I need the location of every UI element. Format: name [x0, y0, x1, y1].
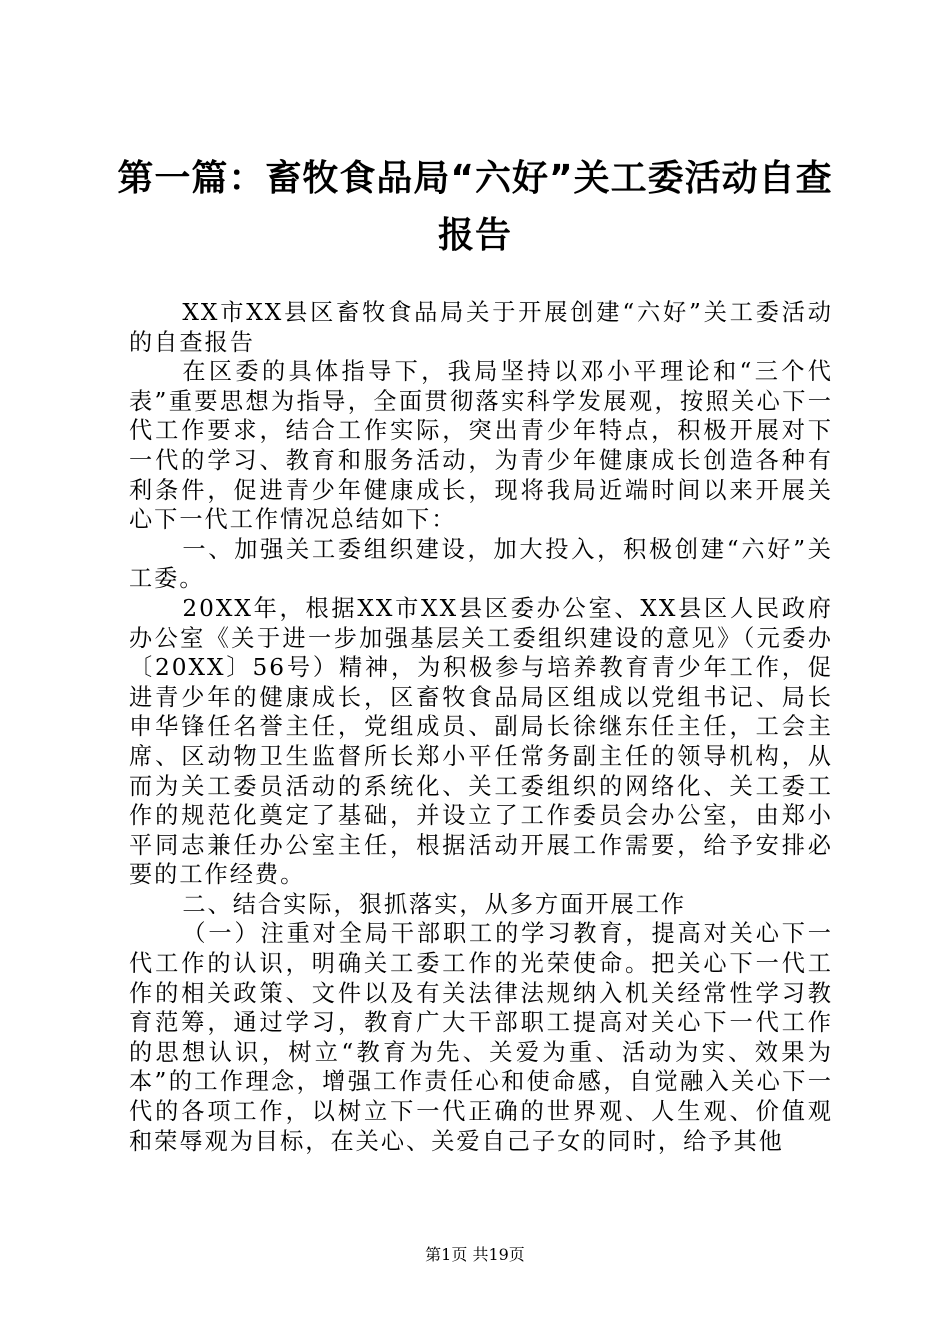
document-title: 第一篇：畜牧食品局“六好”关工委活动自查报告: [117, 158, 833, 256]
page-footer: 第1页 共19页: [425, 1245, 525, 1264]
paragraph-subtitle: XX市XX县区畜牧食品局关于开展创建“六好”关工委活动的自查报告: [129, 299, 833, 356]
document-body: [129, 298, 833, 1156]
paragraph-subsection-1: （一）注重对全局干部职工的学习教育，提高对关心下一代工作的认识，明确关工委工作的光荣使命。把关心下一代工作的相关政策、文件以及有关法律法规纳入机关经常性学习教育范筹，通过学习，教育广大干部职工提高对关心下一代工作的思想认识，树立“教育为先、关爱为重、活动为实、效果为本”的工作理念，增强工作责任心和使命感，自觉融入关心下一代的各项工作，以树立下一代正确的世界观、人生观、价值观和荣辱观为目标，在关心、关爱自己子女的同时，给予其他: [129, 920, 833, 1155]
section-heading-2: 二、结合实际，狠抓落实，从多方面开展工作: [182, 890, 687, 918]
paragraph-organization: 20XX年，根据XX市XX县区委办公室、XX县区人民政府办公室《关于进一步加强基层关工委组织建设的意见》（元委办〔20XX〕56号）精神，为积极参与培养教育青少年工作，促进青少年的健康成长，区畜牧食品局区组成以党组书记、局长申华锋任名誉主任，党组成员、副局长徐继东任主任，工会主席、区动物卫生监督所长郑小平任常务副主任的领导机构，从而为关工委员活动的系统化、关工委组织的网络化、关工委工作的规范化奠定了基础，并设立了工作委员会办公室，由郑小平同志兼任办公室主任，根据活动开展工作需要，给予安排必要的工作经费。: [129, 594, 833, 889]
paragraph-intro: 在区委的具体指导下，我局坚持以邓小平理论和“三个代表”重要思想为指导，全面贯彻落实科学发展观，按照关心下一代工作要求，结合工作实际，突出青少年特点，积极开展对下一代的学习、教育和服务活动，为青少年健康成长创造各种有利条件，促进青少年健康成长，现将我局近端时间以来开展关心下一代工作情况总结如下：: [129, 358, 833, 534]
section-heading-1: 一、加强关工委组织建设，加大投入，积极创建“六好”关工委。: [129, 535, 833, 593]
